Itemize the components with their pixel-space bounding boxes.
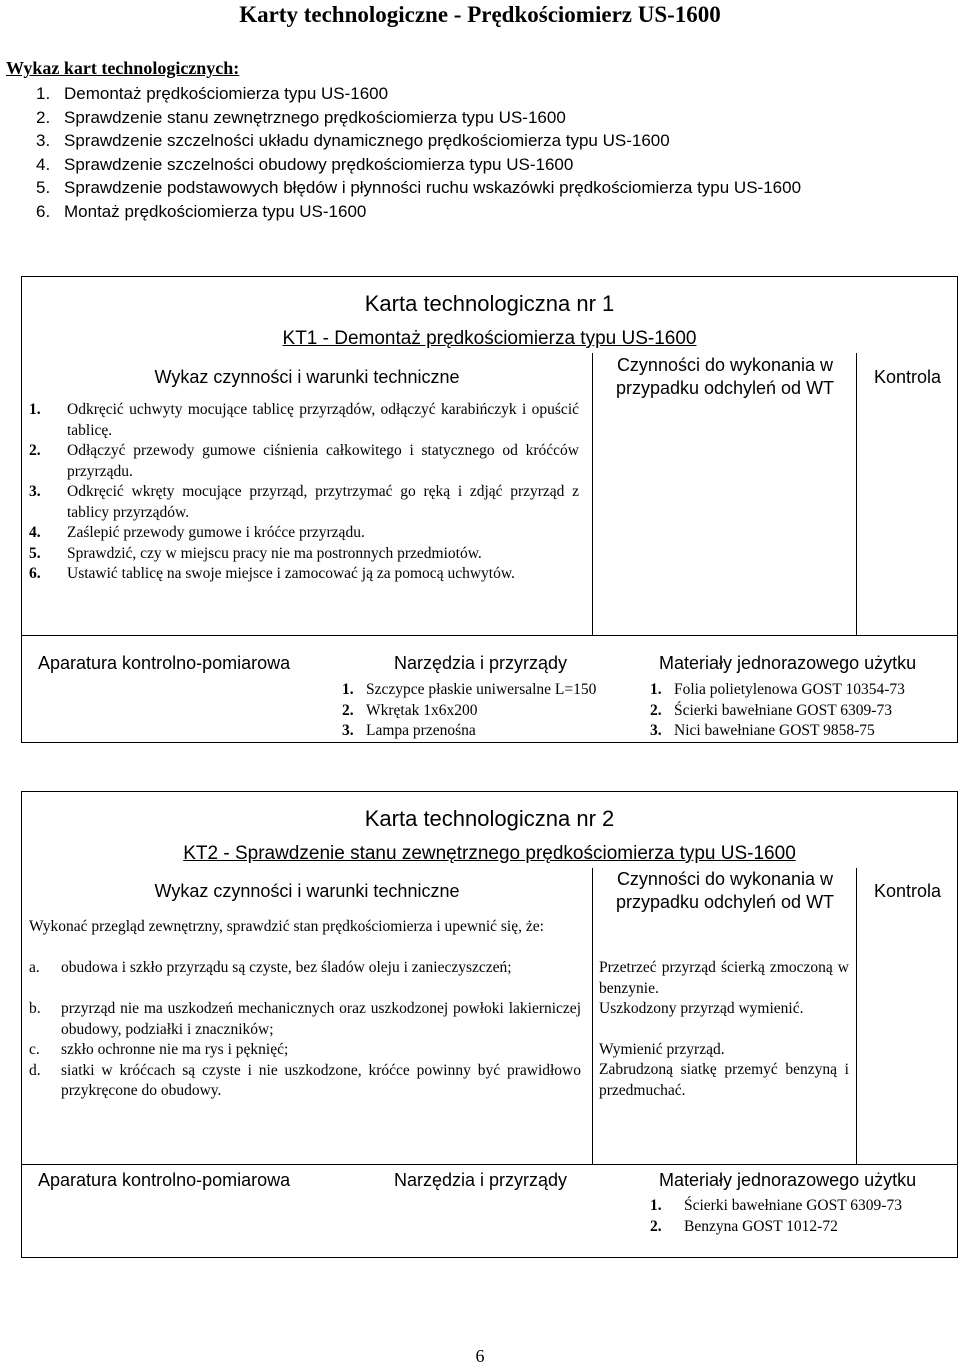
header-control: Kontrola bbox=[873, 367, 942, 387]
materials-list bbox=[650, 680, 905, 742]
card-subtitle: KT1 - Demontaż prędkościomierza typu US-1600 bbox=[282, 328, 697, 349]
list-item: 3. Sprawdzenie szczelności układu dynamicznego prędkościomierza typu US-1600 bbox=[36, 131, 670, 150]
header-actions: Czynności do wykonania w przypadku odchyleń od WT bbox=[615, 355, 835, 398]
list-item: 2. Sprawdzenie stanu zewnętrznego prędkościomierza typu US-1600 bbox=[36, 107, 566, 127]
list-item: 6. Montaż prędkościomierza typu US-1600 bbox=[36, 201, 367, 221]
card-title: Karta technologiczna nr 2 bbox=[364, 806, 615, 831]
activity-steps bbox=[29, 400, 579, 585]
list-item: d. siatki w króćcach są czyste i nie uszkodzone, króćce powinny być prawidłowo przykręcone do obudowy. bbox=[29, 1061, 581, 1099]
header-tools: Narzędzia i przyrządy bbox=[394, 653, 568, 673]
list-item: 1. Folia polietylenowa GOST 10354-73 bbox=[650, 681, 905, 698]
corrective-action: Przetrzeć przyrząd ścierką zmoczoną w benzynie. bbox=[599, 959, 849, 997]
page-number: 6 bbox=[475, 1346, 485, 1366]
list-item: 1. Demontaż prędkościomierza typu US-1600 bbox=[36, 84, 389, 103]
header-materials: Materiały jednorazowego użytku bbox=[659, 653, 917, 673]
list-item: 3. Lampa przenośna bbox=[342, 722, 476, 739]
document-title: Karty technologiczne - Prędkościomierz US-1600 bbox=[239, 2, 721, 27]
card-list-title: Wykaz kart technologicznych: bbox=[6, 58, 240, 78]
list-item: 6. Ustawić tablicę na swoje miejsce i zamocować ją za pomocą uchwytów. bbox=[29, 565, 515, 582]
card-subtitle: KT2 - Sprawdzenie stanu zewnętrznego prędkościomierza typu US-1600 bbox=[183, 843, 796, 864]
section-divider bbox=[22, 1164, 957, 1165]
column-divider bbox=[856, 868, 857, 1164]
list-item: c. szkło ochronne nie ma rys i pęknięć; bbox=[29, 1041, 289, 1058]
header-materials: Materiały jednorazowego użytku bbox=[659, 1170, 917, 1190]
list-item: 3. Nici bawełniane GOST 9858-75 bbox=[650, 722, 875, 739]
list-item: 2. Ścierki bawełniane GOST 6309-73 bbox=[650, 701, 892, 719]
header-tools: Narzędzia i przyrządy bbox=[394, 1170, 568, 1190]
list-item: 3. Odkręcić wkręty mocujące przyrząd, przytrzymać go ręką i zdjąć przyrząd z tablicy przyrządów. bbox=[29, 483, 579, 521]
list-item: 4. Zaślepić przewody gumowe i króćce przyrządu. bbox=[29, 524, 365, 541]
tools-list bbox=[342, 680, 596, 742]
list-item: a. obudowa i szkło przyrządu są czyste, bez śladów oleju i zanieczyszczeń; bbox=[29, 959, 512, 976]
header-activities: Wykaz czynności i warunki techniczne bbox=[154, 367, 460, 387]
list-item: 5. Sprawdzić, czy w miejscu pracy nie ma postronnych przedmiotów. bbox=[29, 544, 482, 562]
list-item: 2. Wkrętak 1x6x200 bbox=[342, 701, 478, 719]
list-item: 2. Benzyna GOST 1012-72 bbox=[650, 1217, 838, 1235]
column-divider bbox=[592, 868, 593, 1164]
corrective-action: Zabrudzoną siatkę przemyć benzyną i przedmuchać. bbox=[599, 1061, 849, 1099]
list-item: 1. Odkręcić uchwyty mocujące tablicę przyrządów, odłączyć karabińczyk i opuścić tablicę. bbox=[29, 401, 579, 439]
card-list bbox=[36, 82, 801, 223]
check-intro: Wykonać przegląd zewnętrzny, sprawdzić stan prędkościomierza i upewnić się, że: bbox=[29, 918, 544, 935]
technology-card-2 bbox=[21, 791, 958, 1258]
header-actions: Czynności do wykonania w przypadku odchyleń od WT bbox=[615, 869, 835, 912]
list-item: 1. Ścierki bawełniane GOST 6309-73 bbox=[650, 1197, 902, 1214]
list-item: b. przyrząd nie ma uszkodzeń mechanicznych oraz uszkodzonej powłoki lakierniczej obudowy, podziałki i znaczników; bbox=[29, 1000, 581, 1038]
header-apparatus: Aparatura kontrolno-pomiarowa bbox=[38, 1170, 291, 1190]
section-divider bbox=[22, 635, 957, 636]
header-activities: Wykaz czynności i warunki techniczne bbox=[154, 881, 460, 901]
list-item: 5. Sprawdzenie podstawowych błędów i płynności ruchu wskazówki prędkościomierza typu US-1600 bbox=[36, 178, 802, 197]
corrective-action: Uszkodzony przyrząd wymienić. bbox=[599, 1000, 804, 1017]
check-list bbox=[29, 958, 581, 1102]
materials-list bbox=[650, 1196, 902, 1237]
technology-card-1 bbox=[21, 276, 958, 743]
column-divider bbox=[856, 353, 857, 635]
list-item: 4. Sprawdzenie szczelności obudowy prędkościomierza typu US-1600 bbox=[36, 154, 574, 174]
list-item: 2. Odłączyć przewody gumowe ciśnienia całkowitego i statycznego od króćców przyrządu. bbox=[29, 442, 579, 480]
header-apparatus: Aparatura kontrolno-pomiarowa bbox=[38, 653, 291, 673]
list-item: 1. Szczypce płaskie uniwersalne L=150 bbox=[342, 681, 597, 698]
corrective-action: Wymienić przyrząd. bbox=[599, 1041, 725, 1058]
card-title: Karta technologiczna nr 1 bbox=[364, 291, 615, 316]
column-divider bbox=[592, 353, 593, 635]
header-control: Kontrola bbox=[873, 881, 942, 901]
